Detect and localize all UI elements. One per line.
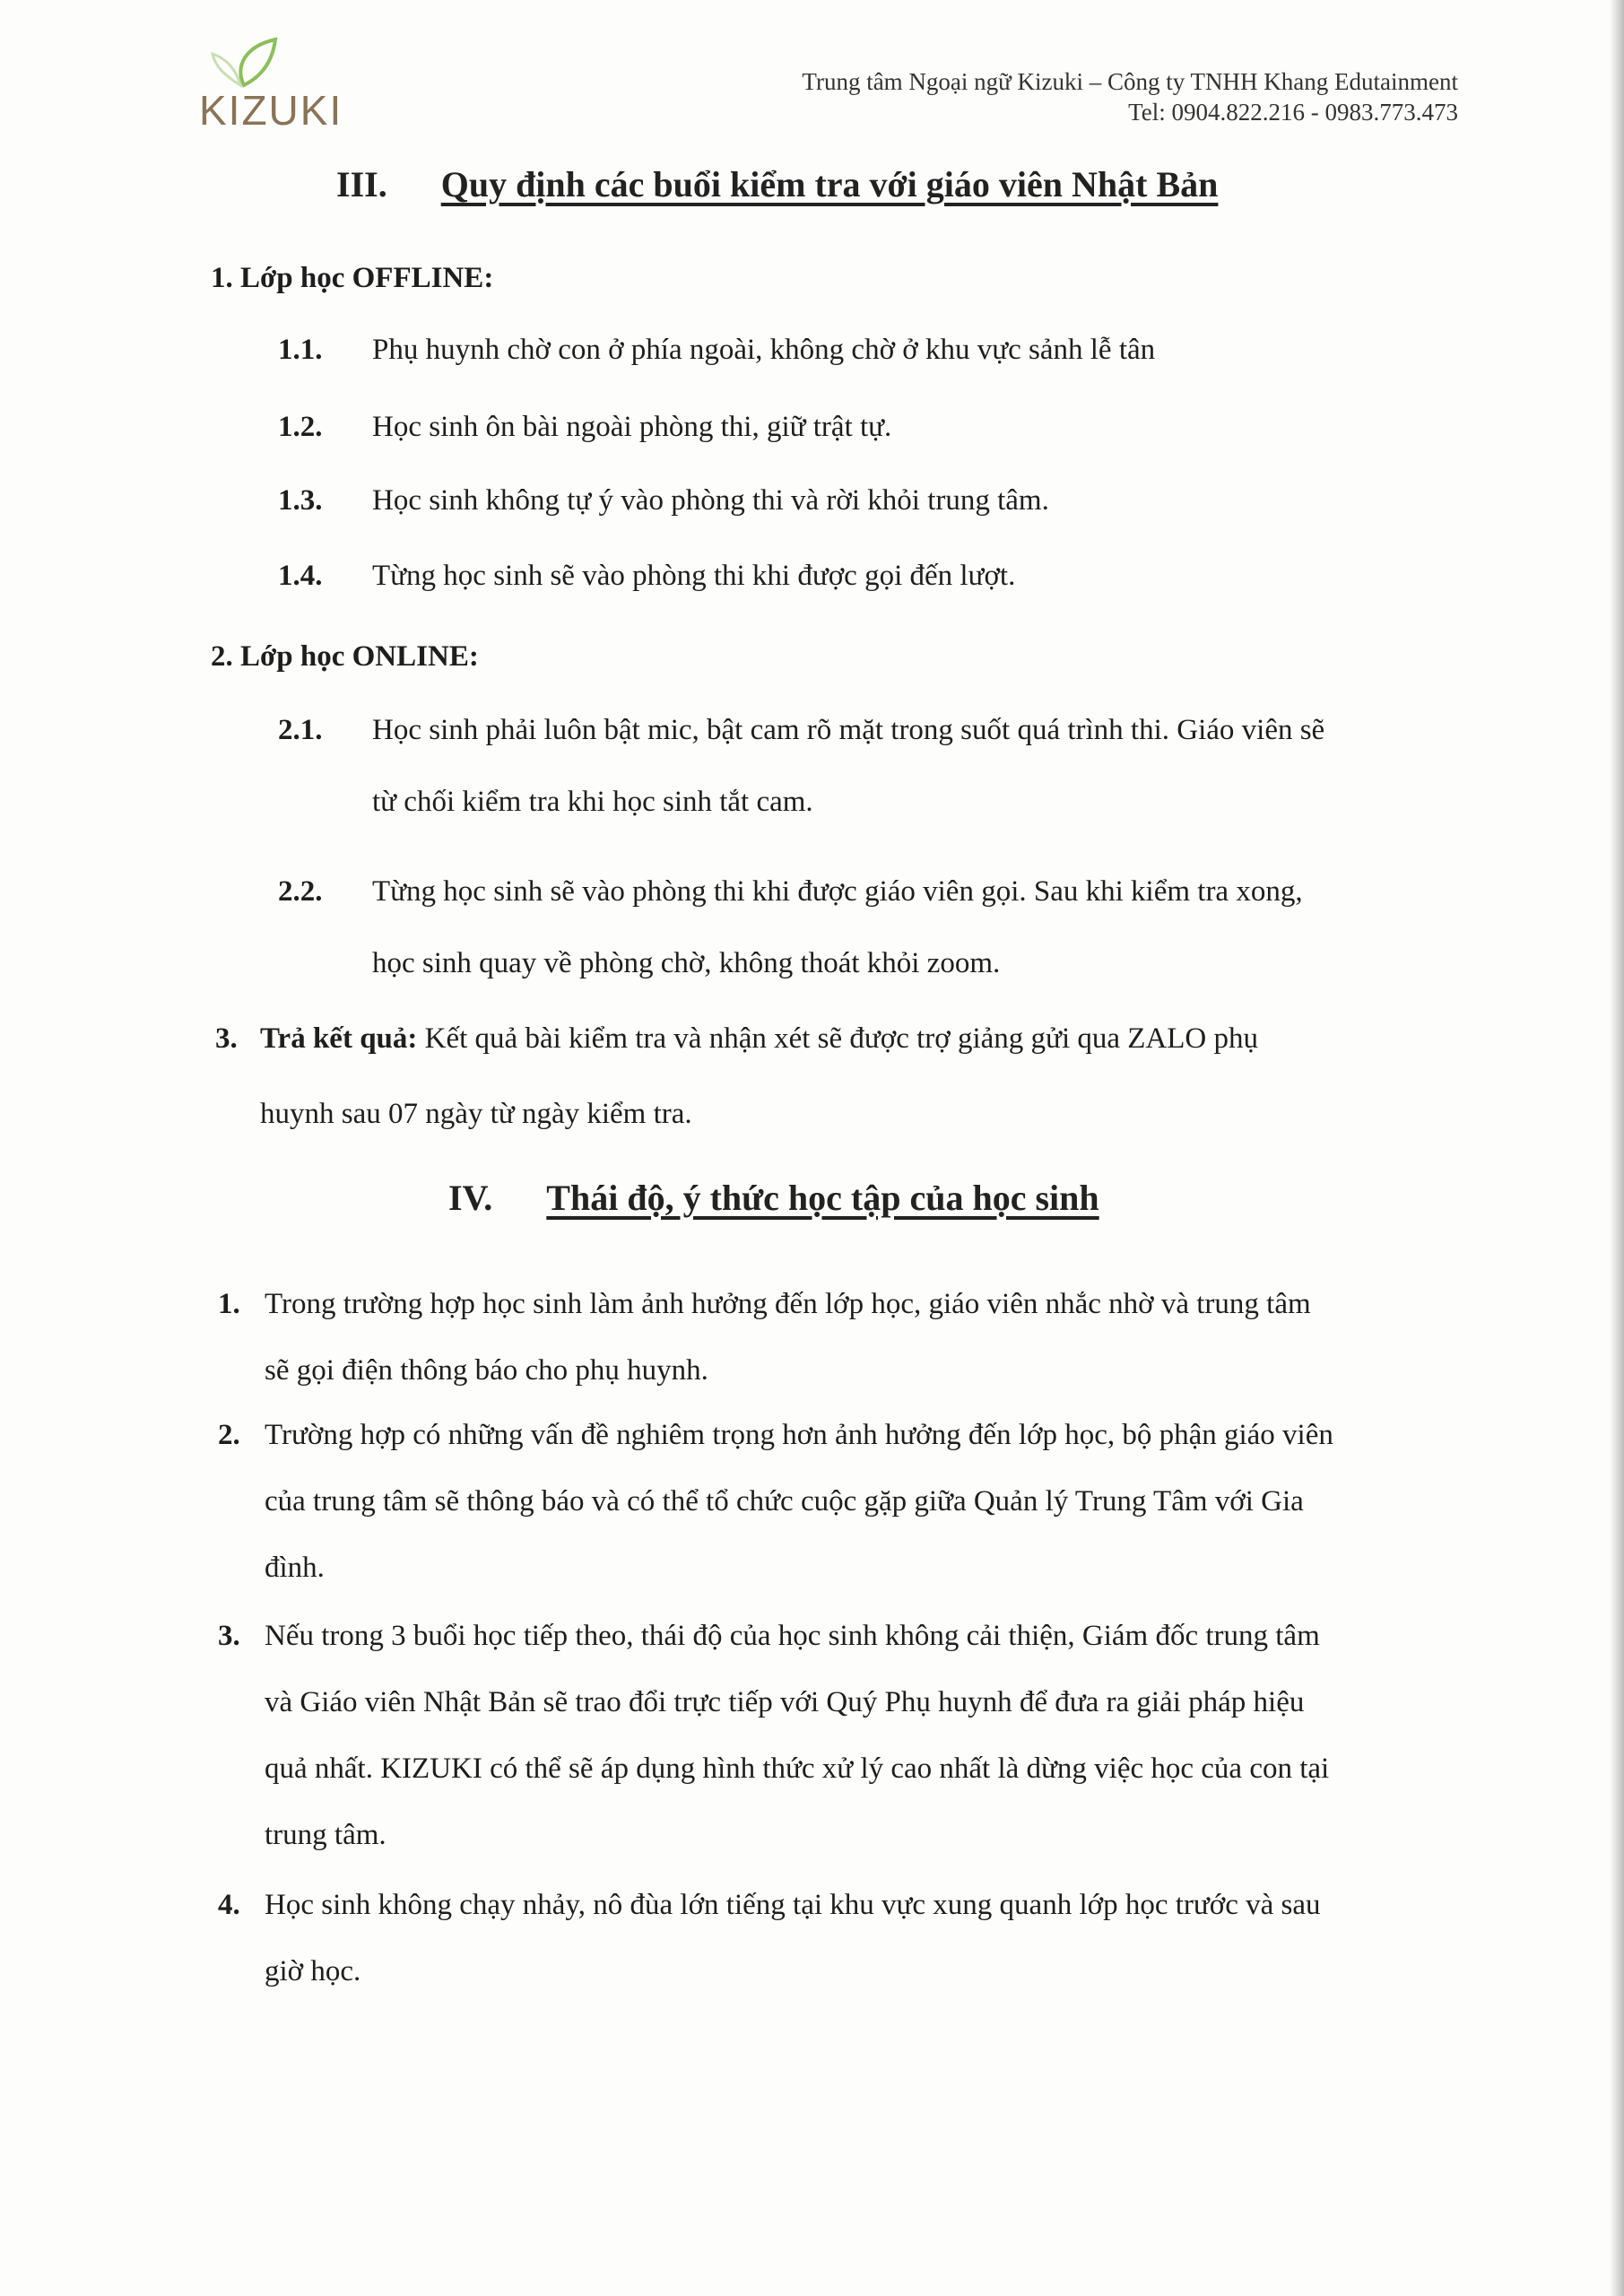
item-number: 4.	[218, 1889, 240, 1921]
section-heading-iv	[448, 1177, 1099, 1219]
list-item: Trường hợp có những vấn đề nghiêm trọng hơn ảnh hưởng đến lớp học, bộ phận giáo viên	[265, 1419, 1333, 1451]
results-continuation: huynh sau 07 ngày từ ngày kiểm tra.	[260, 1098, 692, 1130]
results-label: Trả kết quả:	[260, 1022, 418, 1055]
section-heading-iii	[336, 163, 1218, 205]
list-item-continuation: và Giáo viên Nhật Bản sẽ trao đổi trực tiếp với Quý Phụ huynh để đưa ra giải pháp hiệu	[265, 1686, 1305, 1718]
list-item-continuation: trung tâm.	[265, 1819, 386, 1851]
list-item: Phụ huynh chờ con ở phía ngoài, không chờ ở khu vực sảnh lễ tân	[372, 334, 1156, 366]
list-item-continuation: của trung tâm sẽ thông báo và có thể tổ chức cuộc gặp giữa Quản lý Trung Tâm với Gia	[265, 1485, 1304, 1518]
section-numeral: IV.	[448, 1178, 493, 1218]
online-label: 2. Lớp học ONLINE:	[211, 640, 479, 673]
section-numeral: III.	[336, 164, 387, 204]
list-item-continuation: giờ học.	[265, 1955, 361, 1987]
results-item	[260, 1022, 1258, 1056]
list-item: Từng học sinh sẽ vào phòng thi khi được giáo viên gọi. Sau khi kiểm tra xong,	[372, 875, 1303, 908]
list-item-continuation: học sinh quay về phòng chờ, không thoát khỏi zoom.	[372, 947, 1001, 979]
list-item-continuation: từ chối kiểm tra khi học sinh tắt cam.	[372, 786, 813, 818]
item-number: 2.	[218, 1419, 240, 1451]
item-number: 1.4.	[278, 560, 323, 592]
list-item-continuation: sẽ gọi điện thông báo cho phụ huynh.	[265, 1354, 708, 1387]
list-item: Trong trường hợp học sinh làm ảnh hưởng đến lớp học, giáo viên nhắc nhờ và trung tâm	[265, 1288, 1311, 1320]
item-number: 2.1.	[278, 714, 323, 746]
organization-name: Trung tâm Ngoại ngữ Kizuki – Công ty TNHH Khang Edutainment	[802, 68, 1458, 95]
list-item-continuation: quả nhất. KIZUKI có thể sẽ áp dụng hình thức xử lý cao nhất là dừng việc học của con tại	[265, 1752, 1330, 1785]
results-text: Kết quả bài kiểm tra và nhận xét sẽ được trợ giảng gửi qua ZALO phụ	[424, 1022, 1258, 1055]
list-item: Từng học sinh sẽ vào phòng thi khi được gọi đến lượt.	[372, 560, 1016, 592]
list-item: Học sinh không tự ý vào phòng thi và rời khỏi trung tâm.	[372, 484, 1049, 517]
list-item: Học sinh ôn bài ngoài phòng thi, giữ trật tự.	[372, 411, 892, 443]
section-title: Thái độ, ý thức học tập của học sinh	[546, 1178, 1099, 1218]
item-number: 3.	[218, 1620, 240, 1652]
list-item: Học sinh phải luôn bật mic, bật cam rõ mặt trong suốt quá trình thi. Giáo viên sẽ	[372, 714, 1325, 746]
scan-edge	[1610, 0, 1624, 2296]
item-number: 2.2.	[278, 875, 323, 908]
list-item-continuation: đình.	[265, 1552, 325, 1584]
kizuki-logo	[199, 36, 369, 135]
item-number: 3.	[215, 1022, 238, 1055]
leaf-icon	[208, 36, 280, 90]
item-number: 1.2.	[278, 411, 323, 443]
item-number: 1.1.	[278, 334, 323, 366]
offline-label: 1. Lớp học OFFLINE:	[211, 262, 494, 294]
list-item: Học sinh không chạy nhảy, nô đùa lớn tiếng tại khu vực xung quanh lớp học trước và sau	[265, 1889, 1321, 1921]
phone-numbers: Tel: 0904.822.216 - 0983.773.473	[1128, 99, 1458, 126]
logo-text: KIZUKI	[199, 87, 343, 134]
item-number: 1.	[218, 1288, 240, 1320]
list-item: Nếu trong 3 buổi học tiếp theo, thái độ của học sinh không cải thiện, Giám đốc trung tâm	[265, 1620, 1320, 1652]
section-title: Quy định các buổi kiểm tra với giáo viên Nhật Bản	[440, 164, 1219, 204]
item-number: 1.3.	[278, 484, 323, 517]
